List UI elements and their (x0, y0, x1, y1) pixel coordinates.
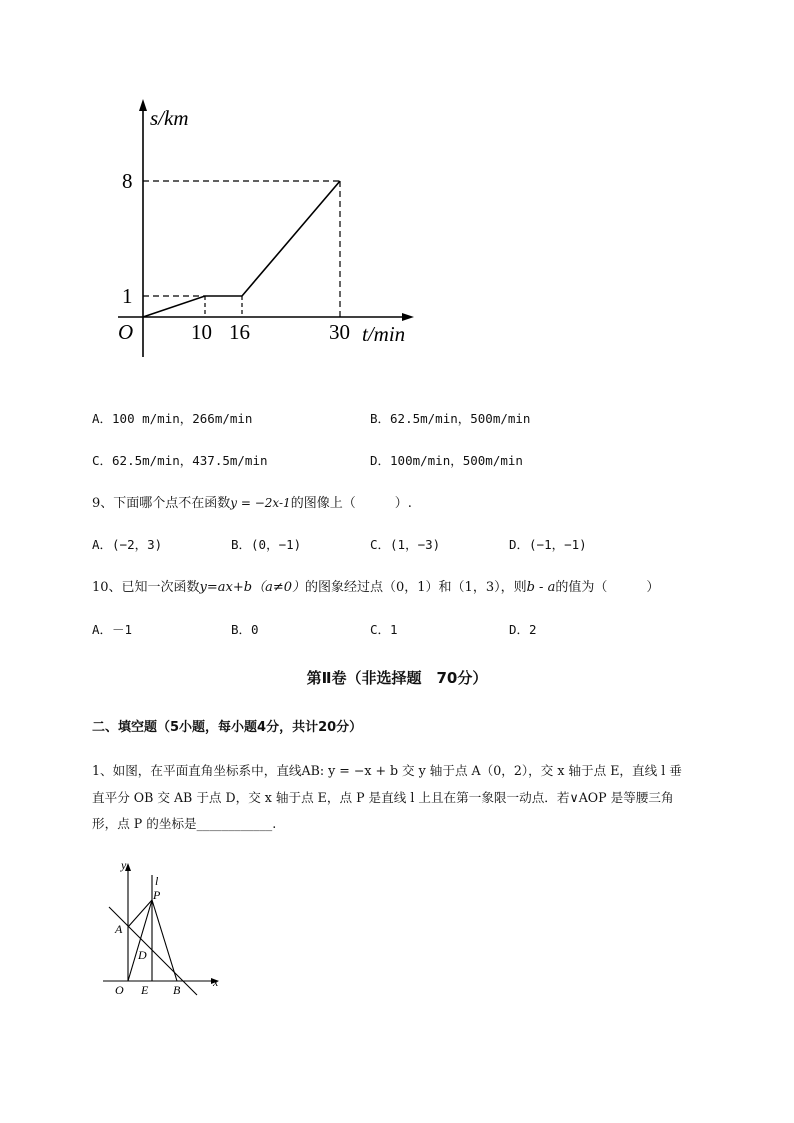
q9-option-c: C．(1，−3) (370, 537, 441, 552)
q9-prefix: 9、下面哪个点不在函数 (92, 496, 231, 511)
y-axis-arrow-icon (139, 99, 147, 111)
q10-end: 的值为（ ） (555, 580, 660, 595)
origin-label: O (118, 320, 134, 344)
x-tick-10: 10 (191, 320, 212, 344)
label-d: D (138, 948, 147, 962)
segment-pb (152, 900, 177, 981)
fill1-line1: 1、如图，在平面直角坐标系中，直线AB: y = −x + b 交 y 轴于点 A（0，2），交 x 轴于点 E，直线 l 垂 (92, 763, 682, 778)
geometry-figure (95, 855, 235, 1000)
distance-polyline (143, 181, 340, 317)
q10-question (92, 576, 659, 595)
label-y: y (121, 858, 127, 872)
q8-option-a: A．100 m/min，266m/min (92, 411, 253, 426)
segment-op (128, 900, 152, 981)
y-tick-1: 1 (122, 284, 133, 308)
label-o: O (115, 983, 124, 997)
q9-option-d: D．(−1，−1) (509, 537, 587, 552)
label-a: A (115, 922, 123, 936)
y-tick-8: 8 (122, 169, 133, 193)
q8-option-d: D．100m/min，500m/min (370, 453, 523, 468)
fill1-line3: 形，点 P 的坐标是____________. (92, 816, 277, 831)
label-e: E (141, 983, 149, 997)
x-tick-30: 30 (329, 320, 350, 344)
q8-option-b: B．62.5m/min，500m/min (370, 411, 531, 426)
line-ab (109, 907, 197, 995)
q9-option-a: A．(−2，3) (92, 537, 163, 552)
q10-option-a: A．－1 (92, 622, 133, 637)
q10-option-d: D．2 (509, 622, 537, 637)
y-axis-label: s/km (150, 106, 189, 130)
q8-option-c: C．62.5m/min，437.5m/min (92, 453, 268, 468)
x-axis-label: t/min (362, 322, 406, 346)
q9-formula: y = −2x-1 (230, 496, 291, 510)
distance-time-graph (100, 95, 430, 365)
x-tick-16: 16 (229, 320, 250, 344)
q9-suffix: 的图像上（ ）. (290, 496, 412, 511)
label-x: x (213, 975, 219, 989)
label-l: l (155, 874, 159, 888)
section-subtitle: 二、填空题（5小题，每小题4分，共计20分） (92, 720, 363, 735)
x-axis-arrow-icon (402, 313, 414, 321)
q10-prefix: 10、已知一次函数 (92, 580, 200, 595)
q10-suffix: 的图象经过点（0，1）和（1，3），则 (305, 580, 527, 595)
fill1-line2: 直平分 OB 交 AB 于点 D，交 x 轴于点 E，点 P 是直线 l 上且在第一象限一动点．若∨AOP 是等腰三角 (92, 790, 674, 805)
q10-expr: b - a (526, 580, 556, 595)
q10-option-b: B．0 (231, 622, 259, 637)
q10-formula: y=ax+b（a≠0） (199, 580, 305, 595)
section-title: 第Ⅱ卷（非选择题 70分） (306, 669, 488, 687)
label-p: P (153, 888, 161, 902)
q10-option-c: C．1 (370, 622, 398, 637)
q9-option-b: B．(0，−1) (231, 537, 302, 552)
q9-question (92, 492, 412, 511)
label-b: B (173, 983, 181, 997)
